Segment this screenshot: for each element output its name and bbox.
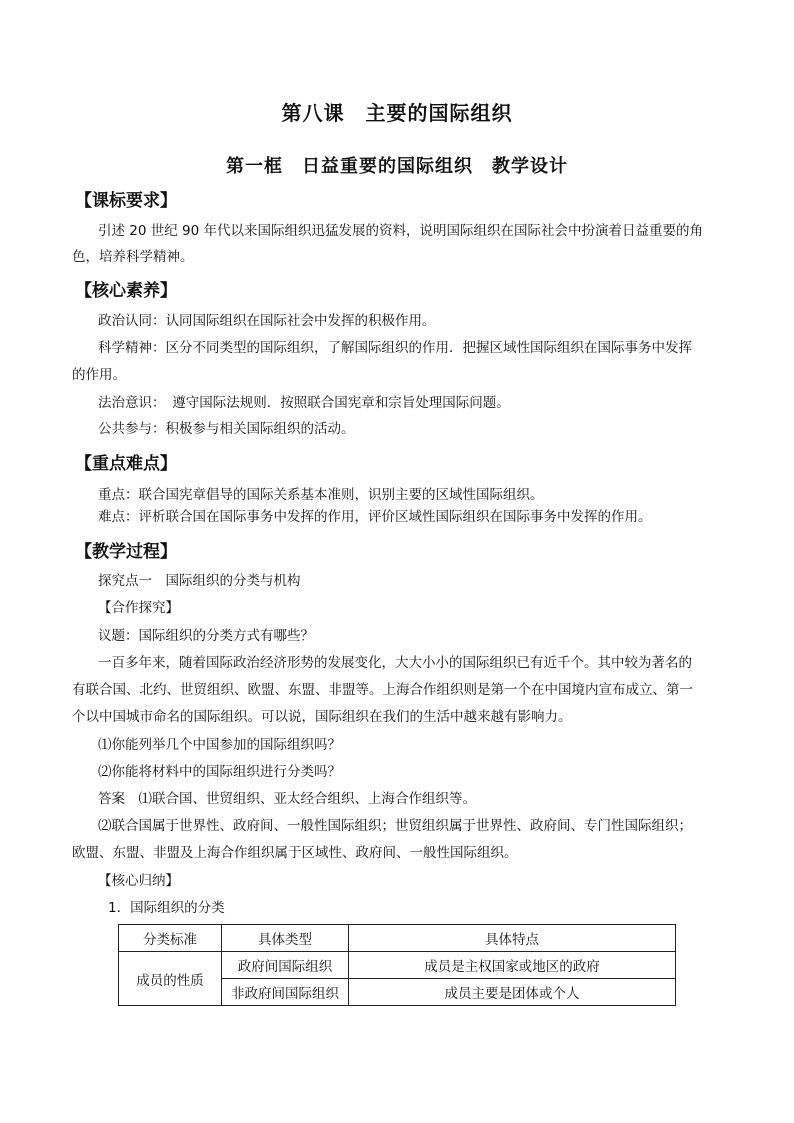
paragraph: 政治认同：认同国际组织在国际社会中发挥的积极作用。 [98, 313, 436, 329]
table-header-cell: 分类标准 [119, 925, 222, 952]
paragraph: 的作用。 [72, 367, 126, 383]
table-header-row [119, 925, 676, 952]
paragraph: 议题：国际组织的分类方式有哪些？ [98, 628, 314, 644]
table-cell-type: 非政府间国际组织 [222, 979, 349, 1006]
table-cell-feature: 成员是主权国家或地区的政府 [349, 952, 676, 979]
table-cell-criterion: 成员的性质 [119, 952, 222, 1006]
paragraph: 答案 ⑴联合国、世贸组织、亚太经合组织、上海合作组织等。 [98, 791, 476, 807]
paragraph: 【核心归纳】 [98, 873, 179, 889]
paragraph: 探究点一 国际组织的分类与机构 [98, 573, 301, 589]
paragraph: 科学精神：区分不同类型的国际组织，了解国际组织的作用．把握区域性国际组织在国际事务中发挥 [98, 340, 692, 356]
table-header-cell: 具体类型 [222, 925, 349, 952]
paragraph: 个以中国城市命名的国际组织。可以说，国际组织在我们的生活中越来越有影响力。 [72, 709, 572, 725]
table-header-cell: 具体特点 [349, 925, 676, 952]
paragraph: 重点：联合国宪章倡导的国际关系基本准则，识别主要的区域性国际组织。 [98, 487, 544, 503]
paragraph: 法治意识： 遵守国际法规则．按照联合国宪章和宗旨处理国际问题。 [98, 395, 510, 411]
section-heading-zhongdian: 【重点难点】 [75, 454, 177, 474]
classification-table [118, 924, 676, 1006]
paragraph: 【合作探究】 [98, 600, 179, 616]
paragraph: 公共参与：积极参与相关国际组织的活动。 [98, 421, 355, 437]
paragraph: 一百多年来，随着国际政治经济形势的发展变化，大大小小的国际组织已有近千个。其中较为著名的 [98, 655, 692, 671]
section-heading-hexin: 【核心素养】 [75, 281, 177, 301]
page-title: 第八课 主要的国际组织 [281, 101, 513, 125]
table-cell-feature: 成员主要是团体或个人 [349, 979, 676, 1006]
page-subtitle: 第一框 日益重要的国际组织 教学设计 [226, 156, 568, 177]
paragraph: 色，培养科学精神。 [72, 249, 194, 265]
table-cell-type: 政府间国际组织 [222, 952, 349, 979]
paragraph: 1．国际组织的分类 [108, 900, 225, 916]
paragraph: 引述 20 世纪 90 年代以来国际组织迅猛发展的资料，说明国际组织在国际社会中扮演着日益重要的角 [98, 223, 704, 239]
section-heading-jiaoxue: 【教学过程】 [75, 542, 177, 562]
paragraph: 欧盟、东盟、非盟及上海合作组织属于区域性、政府间、一般性国际组织。 [72, 845, 518, 861]
paragraph: 难点：评析联合国在国际事务中发挥的作用，评价区域性国际组织在国际事务中发挥的作用。 [98, 509, 652, 525]
section-heading-kebiao: 【课标要求】 [75, 191, 177, 211]
paragraph: ⑴你能列举几个中国参加的国际组织吗？ [98, 737, 341, 753]
paragraph: ⑵联合国属于世界性、政府间、一般性国际组织；世贸组织属于世界性、政府间、专门性国际组织； [98, 818, 692, 834]
table-row [119, 952, 676, 979]
paragraph: 有联合国、北约、世贸组织、欧盟、东盟、非盟等。上海合作组织则是第一个在中国境内宣布成立、第一 [72, 682, 693, 698]
paragraph: ⑵你能将材料中的国际组织进行分类吗？ [98, 764, 341, 780]
